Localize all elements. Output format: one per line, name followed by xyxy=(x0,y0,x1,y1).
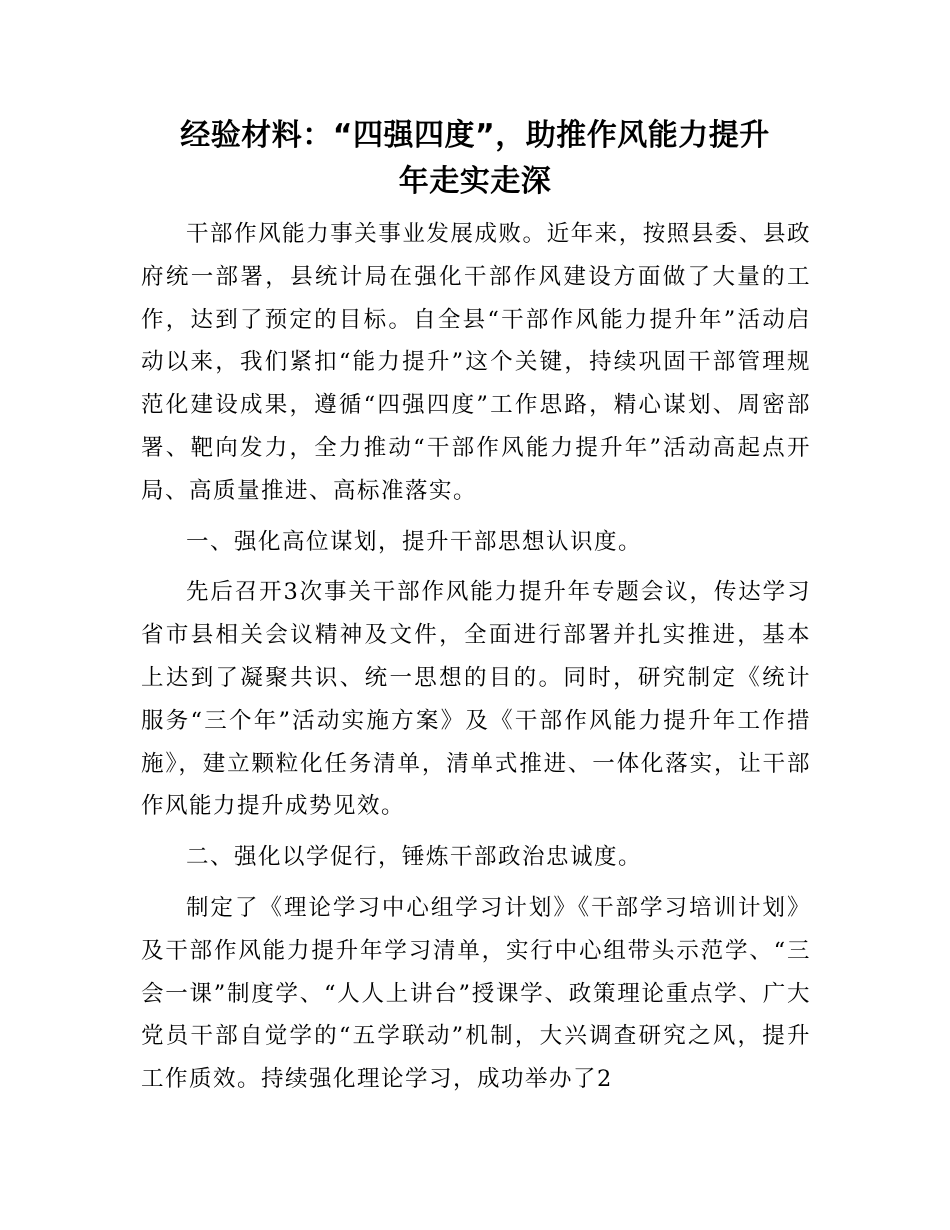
document-body xyxy=(141,213,811,1101)
section-heading-1: 一、强化高位谋划，提升干部思想认识度。 xyxy=(186,528,643,555)
section-paragraph-1: 先后召开3次事关干部作风能力提升年专题会议，传达学习省市县相关会议精神及文件，全面进行部署并扎实推进，基本上达到了凝聚共识、统一思想的目的。同时，研究制定《统计服务“三个年”活动实施方案》及《干部作风能力提升年工作措施》，建立颗粒化任务清单，清单式推进、一体化落实，让干部作风能力提升成势见效。 xyxy=(141,579,811,820)
title-line-2: 年走实走深 xyxy=(398,164,552,199)
section-heading-2: 二、强化以学促行，锤炼干部政治忠诚度。 xyxy=(186,844,643,871)
title-line-1: 经验材料：“四强四度”，助推作风能力提升 xyxy=(180,118,770,153)
document-title xyxy=(140,113,810,205)
intro-paragraph: 干部作风能力事关事业发展成败。近年来，按照县委、县政府统一部署，县统计局在强化干部作风建设方面做了大量的工作，达到了预定的目标。自全县“干部作风能力提升年”活动启动以来，我们紧扣“能力提升”这个关键，持续巩固干部管理规范化建设成果，遵循“四强四度”工作思路，精心谋划、周密部署、靶向发力，全力推动“干部作风能力提升年”活动高起点开局、高质量推进、高标准落实。 xyxy=(141,221,811,504)
section-paragraph-2: 制定了《理论学习中心组学习计划》《干部学习培训计划》及干部作风能力提升年学习清单，实行中心组带头示范学、“三会一课”制度学、“人人上讲台”授课学、政策理论重点学、广大党员干部自觉学的“五学联动”机制，大兴调查研究之风，提升工作质效。持续强化理论学习，成功举办了2 xyxy=(141,894,811,1093)
